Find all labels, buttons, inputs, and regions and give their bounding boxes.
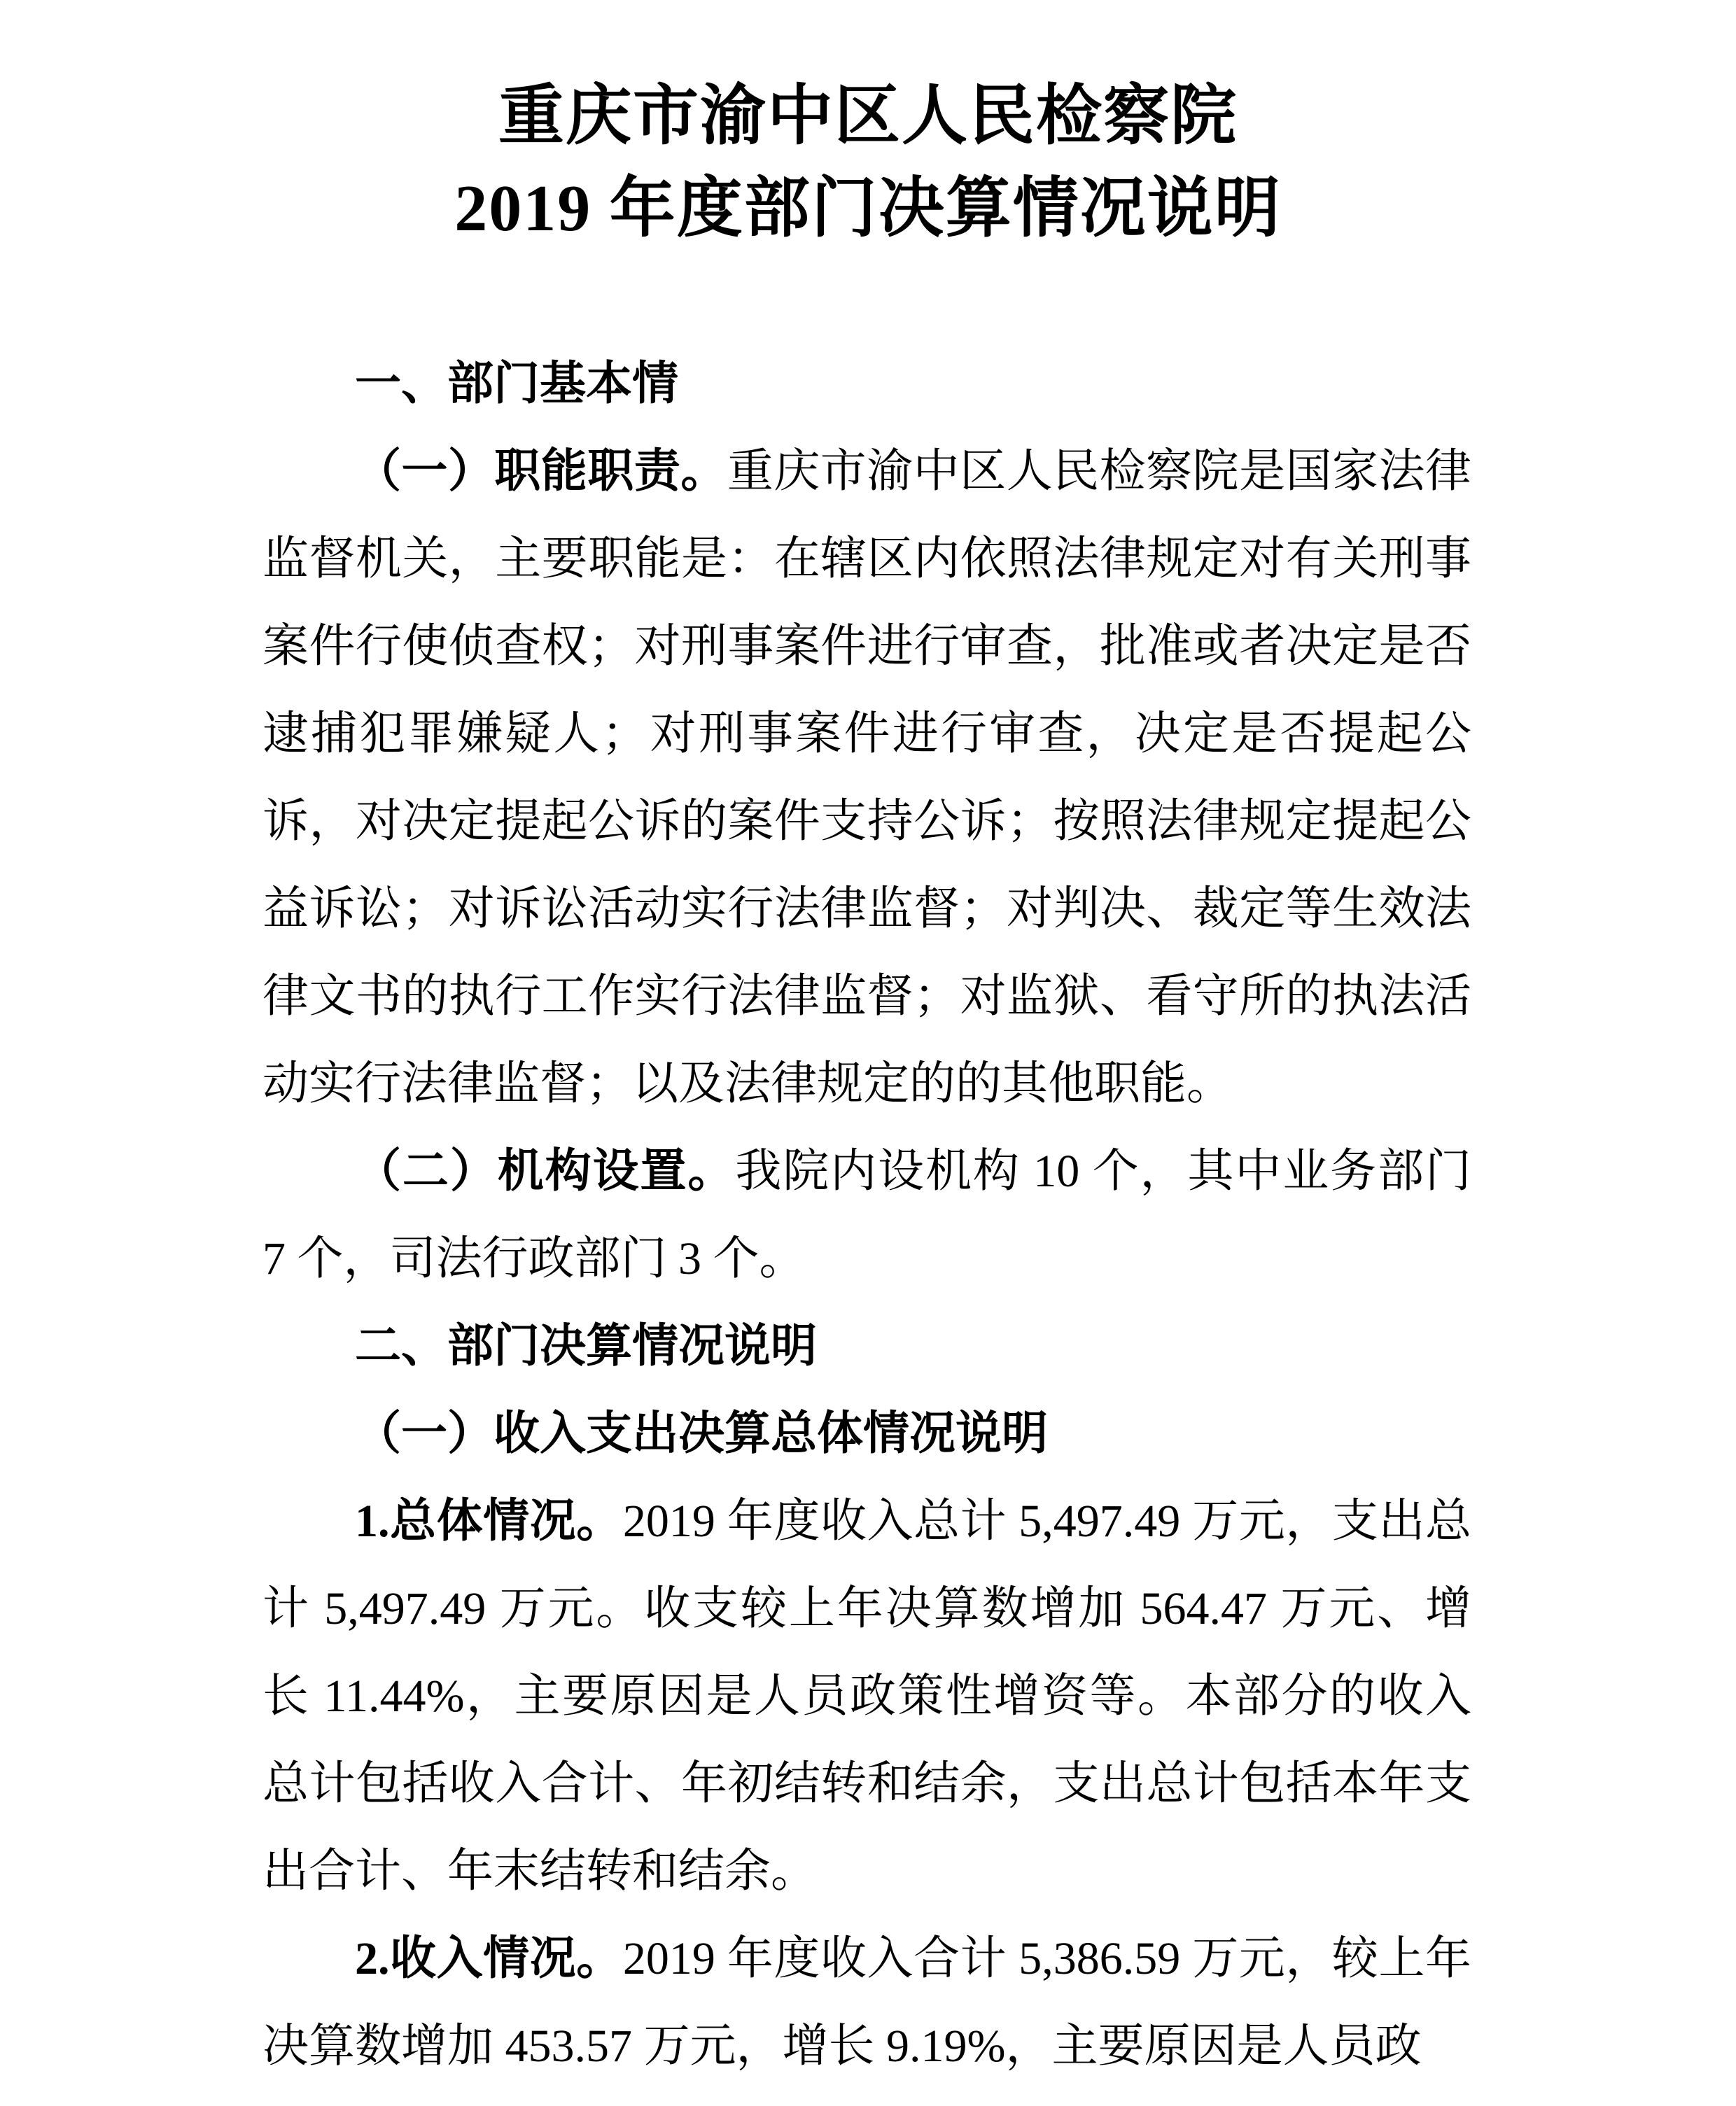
document-title-line-2: 2019 年度部门决算情况说明 (454, 172, 1282, 245)
paragraph-income-situation (262, 1915, 1471, 2090)
document-title (0, 70, 1736, 255)
paragraph-org-structure (262, 1128, 1471, 1303)
paragraph-duties-text: 重庆市渝中区人民检察院是国家法律监督机关，主要职能是：在辖区内依照法律规定对有关刑事案件行使侦查权；对刑事案件进行审查，批准或者决定是否逮捕犯罪嫌疑人；对刑事案件进行审查，决定是否提起公诉，对决定提起公诉的案件支持公诉；按照法律规定提起公益诉讼；对诉讼活动实行法律监督；对判决、裁定等生效法律文书的执行工作实行法律监督；对监狱、看守所的执法活动实行法律监督；以及法律规定的的其他职能。 (262, 446, 1472, 1109)
section-heading-final-accounts: 二、部门决算情况说明 (355, 1321, 817, 1372)
paragraph-overall-situation-text: 2019 年度收入总计 5,497.49 万元，支出总计 5,497.49 万元。收支较上年决算数增加 564.47 万元、增长 11.44%，主要原因是人员政策性增资等。本部分的收入总计包括收入合计、年初结转和结余，支出总计包括本年支出合计、年末结转和结余。 (262, 1496, 1472, 1897)
paragraph-duties-lead: （一）职能职责。 (355, 446, 727, 497)
paragraph-overall-situation (262, 1477, 1471, 1915)
document-body (262, 340, 1471, 2090)
paragraph-duties (262, 428, 1471, 1128)
paragraph-org-structure-text: 我院内设机构 10 个，其中业务部门 7 个，司法行政部门 3 个。 (262, 1146, 1472, 1284)
paragraph-overall-situation-lead: 1.总体情况。 (355, 1496, 623, 1547)
paragraph-income-situation-text: 2019 年度收入合计 5,386.59 万元，较上年决算数增加 453.57 万元，增长 9.19%，主要原因是人员政 (262, 1933, 1472, 2072)
paragraph-income-situation-lead: 2.收入情况。 (355, 1933, 623, 1984)
section-heading-basic-info: 一、部门基本情 (355, 358, 678, 409)
section-heading-income-expense-overview: （一）收入支出决算总体情况说明 (355, 1408, 1048, 1459)
paragraph-org-structure-lead: （二）机构设置。 (355, 1146, 736, 1197)
document-title-line-1: 重庆市渝中区人民检察院 (498, 80, 1238, 153)
